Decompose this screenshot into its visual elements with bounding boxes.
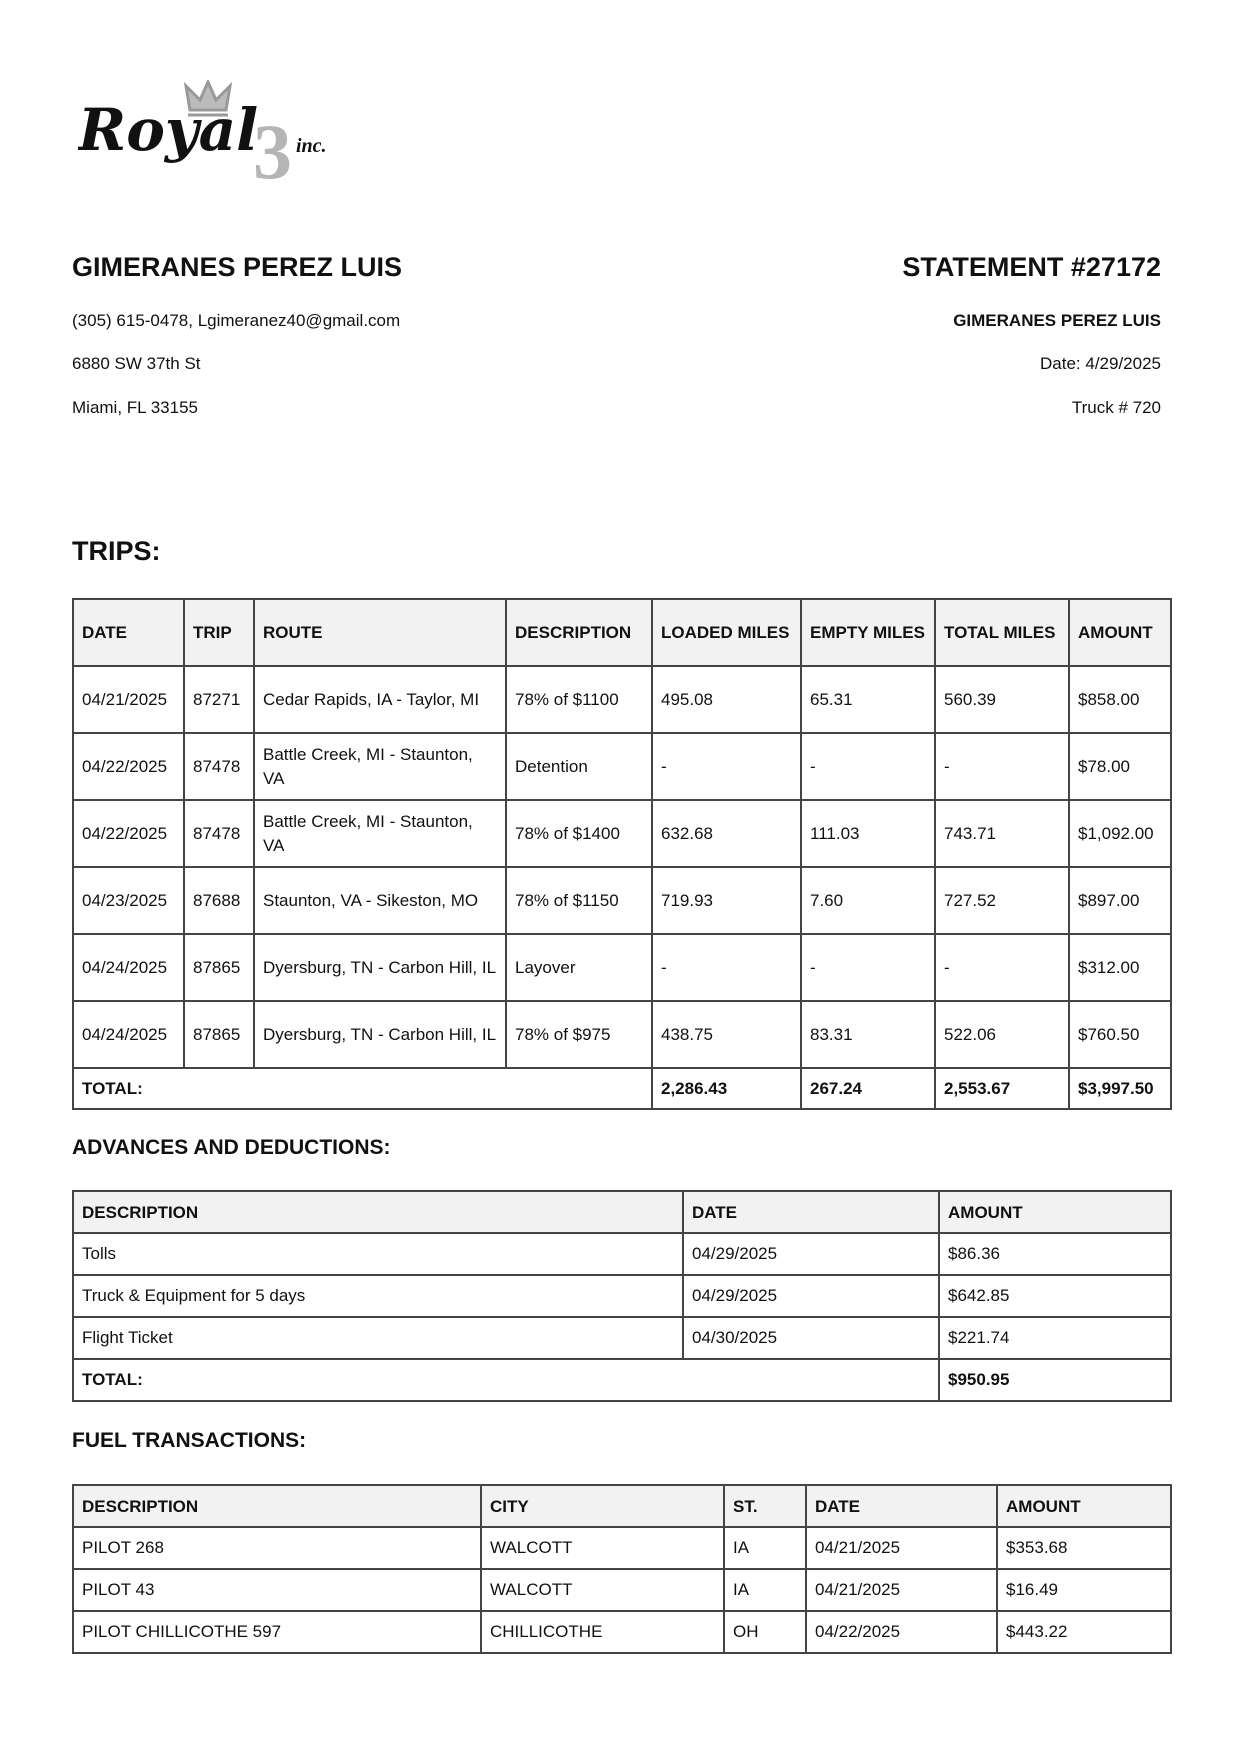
trip-amount: $760.50	[1069, 1001, 1171, 1068]
col-header-description: DESCRIPTION	[506, 599, 652, 666]
trips-total-loaded: 2,286.43	[652, 1068, 801, 1109]
trip-number: 87688	[184, 867, 254, 934]
trip-empty-miles: 65.31	[801, 666, 935, 733]
trip-empty-miles: -	[801, 934, 935, 1001]
col-header-date: DATE	[73, 599, 184, 666]
trip-description: Layover	[506, 934, 652, 1001]
trip-loaded-miles: -	[652, 934, 801, 1001]
advance-date: 04/29/2025	[683, 1275, 939, 1317]
fuel-title: FUEL TRANSACTIONS:	[72, 1429, 307, 1452]
advances-total-label: TOTAL:	[73, 1359, 939, 1401]
col-header-city: CITY	[481, 1485, 724, 1527]
fuel-amount: $16.49	[997, 1569, 1171, 1611]
fuel-state: OH	[724, 1611, 806, 1653]
trip-amount: $78.00	[1069, 733, 1171, 800]
fuel-city: CHILLICOTHE	[481, 1611, 724, 1653]
table-row	[73, 666, 1171, 733]
table-row	[73, 1317, 1171, 1359]
statement-date: Date: 4/29/2025	[1040, 354, 1161, 373]
col-header-date: DATE	[683, 1191, 939, 1233]
table-row	[73, 934, 1171, 1001]
statement-title: STATEMENT #27172	[902, 252, 1161, 282]
trip-date: 04/22/2025	[73, 800, 184, 867]
fuel-city: WALCOTT	[481, 1569, 724, 1611]
trip-description: 78% of $1400	[506, 800, 652, 867]
trip-route: Battle Creek, MI - Staunton, VA	[254, 800, 506, 867]
table-row	[73, 1233, 1171, 1275]
fuel-description: PILOT 268	[73, 1527, 481, 1569]
advance-description: Flight Ticket	[73, 1317, 683, 1359]
trip-description: 78% of $975	[506, 1001, 652, 1068]
fuel-date: 04/21/2025	[806, 1527, 997, 1569]
trip-empty-miles: 83.31	[801, 1001, 935, 1068]
advances-table	[72, 1190, 1172, 1402]
fuel-state: IA	[724, 1569, 806, 1611]
col-header-date: DATE	[806, 1485, 997, 1527]
logo-numeral: 3	[253, 108, 292, 190]
trip-date: 04/21/2025	[73, 666, 184, 733]
table-row	[73, 1569, 1171, 1611]
col-header-trip: TRIP	[184, 599, 254, 666]
trips-total-empty: 267.24	[801, 1068, 935, 1109]
col-header-amount: AMOUNT	[1069, 599, 1171, 666]
advance-amount: $86.36	[939, 1233, 1171, 1275]
trip-loaded-miles: 495.08	[652, 666, 801, 733]
trip-route: Dyersburg, TN - Carbon Hill, IL	[254, 1001, 506, 1068]
advance-date: 04/30/2025	[683, 1317, 939, 1359]
driver-address-line2: Miami, FL 33155	[72, 398, 198, 417]
fuel-city: WALCOTT	[481, 1527, 724, 1569]
trip-route: Battle Creek, MI - Staunton, VA	[254, 733, 506, 800]
trip-loaded-miles: 719.93	[652, 867, 801, 934]
trips-table	[72, 598, 1172, 1110]
col-header-route: ROUTE	[254, 599, 506, 666]
col-header-amount: AMOUNT	[939, 1191, 1171, 1233]
trips-header-row	[73, 599, 1171, 666]
trip-number: 87865	[184, 1001, 254, 1068]
col-header-description: DESCRIPTION	[73, 1485, 481, 1527]
advances-title: ADVANCES AND DEDUCTIONS:	[72, 1136, 391, 1159]
trip-description: Detention	[506, 733, 652, 800]
table-row	[73, 867, 1171, 934]
driver-address-line1: 6880 SW 37th St	[72, 354, 201, 373]
company-logo	[78, 80, 388, 190]
trip-number: 87478	[184, 800, 254, 867]
trip-date: 04/22/2025	[73, 733, 184, 800]
advances-total-row	[73, 1359, 1171, 1401]
advance-date: 04/29/2025	[683, 1233, 939, 1275]
fuel-amount: $353.68	[997, 1527, 1171, 1569]
table-row	[73, 800, 1171, 867]
col-header-description: DESCRIPTION	[73, 1191, 683, 1233]
table-row	[73, 1527, 1171, 1569]
trips-total-row	[73, 1068, 1171, 1109]
fuel-description: PILOT 43	[73, 1569, 481, 1611]
trip-date: 04/24/2025	[73, 1001, 184, 1068]
trip-number: 87271	[184, 666, 254, 733]
trip-total-miles: -	[935, 934, 1069, 1001]
table-row	[73, 1275, 1171, 1317]
table-row	[73, 1001, 1171, 1068]
trip-route: Cedar Rapids, IA - Taylor, MI	[254, 666, 506, 733]
trip-amount: $1,092.00	[1069, 800, 1171, 867]
trip-amount: $312.00	[1069, 934, 1171, 1001]
trip-total-miles: 727.52	[935, 867, 1069, 934]
trip-total-miles: -	[935, 733, 1069, 800]
trip-number: 87865	[184, 934, 254, 1001]
fuel-description: PILOT CHILLICOTHE 597	[73, 1611, 481, 1653]
advance-amount: $221.74	[939, 1317, 1171, 1359]
trip-empty-miles: -	[801, 733, 935, 800]
trip-empty-miles: 111.03	[801, 800, 935, 867]
trip-description: 78% of $1100	[506, 666, 652, 733]
advance-description: Truck & Equipment for 5 days	[73, 1275, 683, 1317]
advances-header-row	[73, 1191, 1171, 1233]
trips-total-label: TOTAL:	[73, 1068, 652, 1109]
advance-amount: $642.85	[939, 1275, 1171, 1317]
logo-suffix: inc.	[296, 135, 327, 157]
col-header-amount: AMOUNT	[997, 1485, 1171, 1527]
fuel-amount: $443.22	[997, 1611, 1171, 1653]
driver-name: GIMERANES PEREZ LUIS	[72, 252, 403, 282]
trip-description: 78% of $1150	[506, 867, 652, 934]
trip-amount: $897.00	[1069, 867, 1171, 934]
trip-route: Dyersburg, TN - Carbon Hill, IL	[254, 934, 506, 1001]
trip-total-miles: 743.71	[935, 800, 1069, 867]
trips-total-miles: 2,553.67	[935, 1068, 1069, 1109]
trip-loaded-miles: 632.68	[652, 800, 801, 867]
trip-route: Staunton, VA - Sikeston, MO	[254, 867, 506, 934]
trip-total-miles: 522.06	[935, 1001, 1069, 1068]
truck-number: Truck # 720	[1071, 398, 1161, 417]
trip-total-miles: 560.39	[935, 666, 1069, 733]
driver-contact: (305) 615-0478, Lgimeranez40@gmail.com	[72, 311, 401, 330]
fuel-table	[72, 1484, 1172, 1654]
fuel-date: 04/22/2025	[806, 1611, 997, 1653]
col-header-total-miles: TOTAL MILES	[935, 599, 1069, 666]
logo-script: Royal	[78, 96, 259, 164]
trip-loaded-miles: -	[652, 733, 801, 800]
advance-description: Tolls	[73, 1233, 683, 1275]
statement-name: GIMERANES PEREZ LUIS	[953, 311, 1161, 330]
trips-total-amount: $3,997.50	[1069, 1068, 1171, 1109]
trip-empty-miles: 7.60	[801, 867, 935, 934]
col-header-empty-miles: EMPTY MILES	[801, 599, 935, 666]
col-header-loaded-miles: LOADED MILES	[652, 599, 801, 666]
trips-title: TRIPS:	[72, 536, 161, 566]
table-row	[73, 733, 1171, 800]
table-row	[73, 1611, 1171, 1653]
trip-loaded-miles: 438.75	[652, 1001, 801, 1068]
fuel-date: 04/21/2025	[806, 1569, 997, 1611]
trip-date: 04/23/2025	[73, 867, 184, 934]
fuel-state: IA	[724, 1527, 806, 1569]
advances-total-amount: $950.95	[939, 1359, 1171, 1401]
col-header-state: ST.	[724, 1485, 806, 1527]
trip-amount: $858.00	[1069, 666, 1171, 733]
trip-number: 87478	[184, 733, 254, 800]
fuel-header-row	[73, 1485, 1171, 1527]
trip-date: 04/24/2025	[73, 934, 184, 1001]
